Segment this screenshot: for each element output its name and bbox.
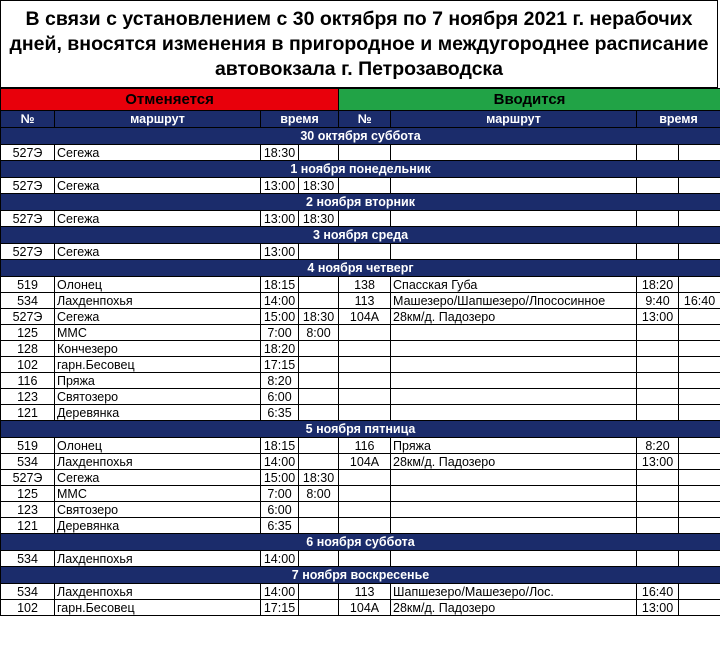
day-header [1,260,720,277]
col-num-left: № [1,111,55,128]
cancelled-time: 18:20 [261,341,299,357]
introduced-time [637,486,679,502]
cancelled-time: 13:00 [261,178,299,194]
table-row [1,178,720,194]
cancelled-time: 13:00 [261,244,299,260]
table-row [1,405,720,421]
introduced-time [637,470,679,486]
day-header [1,194,720,211]
cancelled-route-num: 534 [1,293,55,309]
cancelled-time: 7:00 [261,325,299,341]
cancelled-route-num: 534 [1,454,55,470]
introduced-time [637,145,679,161]
cancelled-time: 18:30 [261,145,299,161]
introduced-time [679,551,720,567]
cancelled-time [299,454,339,470]
cancelled-time: 8:00 [299,486,339,502]
table-row [1,309,720,325]
introduced-time [637,244,679,260]
cancelled-time: 6:00 [261,389,299,405]
page-title: В связи с установлением с 30 октября по 7 ноября 2021 г. нерабочих дней, вносятся изменения в пригородное и междугороднее расписание автовокзала г. Петрозаводска [0,0,718,88]
table-row [1,373,720,389]
introduced-route-name: 28км/д. Падозеро [391,454,637,470]
cancelled-route-num: 121 [1,518,55,534]
day-label: 5 ноября пятница [1,421,720,438]
cancelled-route-num: 123 [1,389,55,405]
introduced-route-name [391,389,637,405]
cancelled-route-num: 534 [1,584,55,600]
cancelled-time: 8:00 [299,325,339,341]
introduced-time [679,600,720,616]
day-header [1,534,720,551]
day-header [1,421,720,438]
cancelled-route-num: 527Э [1,470,55,486]
table-row [1,325,720,341]
cancelled-time [299,293,339,309]
cancelled-route-name: Олонец [55,438,261,454]
day-header [1,227,720,244]
cancelled-route-name: гарн.Бесовец [55,600,261,616]
cancelled-route-name: Святозеро [55,389,261,405]
introduced-route-name [391,405,637,421]
introduced-route-name [391,211,637,227]
introduced-time [637,551,679,567]
introduced-route-num [339,518,391,534]
cancelled-time: 14:00 [261,454,299,470]
day-header [1,161,720,178]
introduced-time: 18:20 [637,277,679,293]
cancelled-time: 15:00 [261,470,299,486]
introduced-time [637,373,679,389]
cancelled-time: 15:00 [261,309,299,325]
introduced-time [679,584,720,600]
introduced-time [679,389,720,405]
cancelled-route-num: 527Э [1,244,55,260]
cancelled-route-num: 527Э [1,309,55,325]
table-row [1,145,720,161]
introduced-time [679,502,720,518]
cancelled-time: 6:35 [261,518,299,534]
cancelled-route-num: 534 [1,551,55,567]
cancelled-route-num: 121 [1,405,55,421]
cancelled-route-num: 527Э [1,211,55,227]
cancelled-route-name: Деревянка [55,405,261,421]
cancelled-time: 18:30 [299,309,339,325]
cancelled-time: 8:20 [261,373,299,389]
introduced-time: 16:40 [637,584,679,600]
introduced-time: 13:00 [637,309,679,325]
introduced-time [679,405,720,421]
day-label: 3 ноября среда [1,227,720,244]
introduced-time [679,454,720,470]
introduced-route-num [339,145,391,161]
introduced-route-num: 138 [339,277,391,293]
introduced-route-name [391,357,637,373]
introduced-time [637,518,679,534]
introduced-time [679,486,720,502]
table-row [1,389,720,405]
introduced-header: Вводится [339,89,720,111]
introduced-route-name [391,244,637,260]
introduced-route-num [339,211,391,227]
cancelled-route-name: Сегежа [55,145,261,161]
cancelled-route-name: Лахденпохья [55,293,261,309]
introduced-time [637,178,679,194]
introduced-route-num [339,502,391,518]
introduced-route-name [391,325,637,341]
introduced-route-name [391,551,637,567]
cancelled-time [299,438,339,454]
cancelled-route-name: ММС [55,325,261,341]
cancelled-route-name: Сегежа [55,470,261,486]
introduced-time [637,325,679,341]
introduced-time [679,178,720,194]
cancelled-time [299,373,339,389]
table-row [1,357,720,373]
introduced-route-num: 104А [339,600,391,616]
cancelled-time [299,357,339,373]
cancelled-time: 7:00 [261,486,299,502]
cancelled-route-num: 519 [1,438,55,454]
introduced-time [679,470,720,486]
introduced-time [679,518,720,534]
cancelled-time: 13:00 [261,211,299,227]
cancelled-time [299,341,339,357]
table-row [1,502,720,518]
table-row [1,341,720,357]
introduced-route-num: 113 [339,293,391,309]
introduced-route-name [391,470,637,486]
table-row [1,244,720,260]
table-row [1,584,720,600]
introduced-time [637,405,679,421]
cancelled-route-num: 125 [1,486,55,502]
introduced-route-name [391,502,637,518]
introduced-route-num [339,551,391,567]
cancelled-route-name: Лахденпохья [55,551,261,567]
introduced-route-num [339,341,391,357]
cancelled-time [299,551,339,567]
day-label: 6 ноября суббота [1,534,720,551]
cancelled-route-name: Сегежа [55,244,261,260]
table-row [1,600,720,616]
cancelled-route-name: Лахденпохья [55,454,261,470]
introduced-route-num: 104А [339,454,391,470]
introduced-route-num [339,357,391,373]
cancelled-time [299,145,339,161]
introduced-time [637,502,679,518]
cancelled-time: 6:00 [261,502,299,518]
cancelled-time [299,502,339,518]
table-row [1,551,720,567]
introduced-route-num: 104А [339,309,391,325]
table-row [1,277,720,293]
day-header [1,128,720,145]
introduced-time: 9:40 [637,293,679,309]
introduced-route-name: Машезеро/Шапшезеро/Лпососинное [391,293,637,309]
cancelled-time [299,600,339,616]
introduced-time [679,309,720,325]
cancelled-time [299,584,339,600]
day-label: 7 ноября воскресенье [1,567,720,584]
cancelled-route-num: 128 [1,341,55,357]
introduced-route-name [391,373,637,389]
table-row [1,438,720,454]
introduced-time [679,438,720,454]
introduced-time [637,389,679,405]
introduced-time [679,357,720,373]
introduced-route-num [339,405,391,421]
table-row [1,454,720,470]
col-route-right: маршрут [391,111,637,128]
cancelled-time: 14:00 [261,293,299,309]
introduced-time [679,145,720,161]
introduced-time [679,277,720,293]
schedule-table [0,88,720,616]
cancelled-time: 14:00 [261,584,299,600]
introduced-route-num [339,244,391,260]
introduced-route-num: 113 [339,584,391,600]
cancelled-route-name: гарн.Бесовец [55,357,261,373]
introduced-route-name [391,486,637,502]
cancelled-time: 6:35 [261,405,299,421]
introduced-route-num [339,389,391,405]
cancelled-route-name: Святозеро [55,502,261,518]
introduced-time: 13:00 [637,600,679,616]
cancelled-route-num: 125 [1,325,55,341]
cancelled-route-num: 519 [1,277,55,293]
cancelled-route-num: 123 [1,502,55,518]
introduced-time [679,325,720,341]
col-num-right: № [339,111,391,128]
col-route-left: маршрут [55,111,261,128]
introduced-time [679,341,720,357]
cancelled-route-num: 527Э [1,178,55,194]
col-time-left: время [261,111,339,128]
introduced-time [679,211,720,227]
cancelled-time [299,277,339,293]
introduced-route-num: 116 [339,438,391,454]
cancelled-time [299,389,339,405]
introduced-route-num [339,470,391,486]
table-row [1,293,720,309]
introduced-time [679,244,720,260]
introduced-time [637,357,679,373]
cancelled-time: 17:15 [261,600,299,616]
col-time-right: время [637,111,720,128]
cancelled-route-num: 102 [1,357,55,373]
introduced-route-name [391,178,637,194]
introduced-route-name: 28км/д. Падозеро [391,309,637,325]
cancelled-time: 18:30 [299,470,339,486]
day-label: 4 ноября четверг [1,260,720,277]
day-label: 1 ноября понедельник [1,161,720,178]
introduced-time: 13:00 [637,454,679,470]
introduced-route-name [391,341,637,357]
table-row [1,518,720,534]
cancelled-route-name: Олонец [55,277,261,293]
table-row [1,211,720,227]
introduced-time [637,211,679,227]
cancelled-header: Отменяется [1,89,339,111]
cancelled-route-name: Деревянка [55,518,261,534]
cancelled-route-name: ММС [55,486,261,502]
cancelled-route-num: 116 [1,373,55,389]
cancelled-time: 14:00 [261,551,299,567]
introduced-time [679,373,720,389]
cancelled-time [299,244,339,260]
introduced-time [637,341,679,357]
introduced-time: 16:40 [679,293,720,309]
cancelled-time: 18:15 [261,438,299,454]
day-header [1,567,720,584]
day-label: 2 ноября вторник [1,194,720,211]
table-row [1,486,720,502]
table-row [1,470,720,486]
cancelled-route-name: Кончезеро [55,341,261,357]
introduced-time: 8:20 [637,438,679,454]
cancelled-route-num: 527Э [1,145,55,161]
introduced-route-num [339,373,391,389]
introduced-route-num [339,178,391,194]
cancelled-route-name: Сегежа [55,309,261,325]
cancelled-time [299,518,339,534]
cancelled-route-name: Сегежа [55,211,261,227]
cancelled-time: 18:15 [261,277,299,293]
day-label: 30 октября суббота [1,128,720,145]
introduced-route-name: Шапшезеро/Машезеро/Лос. [391,584,637,600]
introduced-route-name [391,518,637,534]
introduced-route-name: 28км/д. Падозеро [391,600,637,616]
cancelled-route-name: Сегежа [55,178,261,194]
cancelled-route-name: Лахденпохья [55,584,261,600]
cancelled-time [299,405,339,421]
cancelled-time: 18:30 [299,178,339,194]
introduced-route-name: Пряжа [391,438,637,454]
introduced-route-num [339,325,391,341]
cancelled-time: 17:15 [261,357,299,373]
cancelled-route-name: Пряжа [55,373,261,389]
cancelled-time: 18:30 [299,211,339,227]
introduced-route-name [391,145,637,161]
introduced-route-num [339,486,391,502]
introduced-route-name: Спасская Губа [391,277,637,293]
cancelled-route-num: 102 [1,600,55,616]
